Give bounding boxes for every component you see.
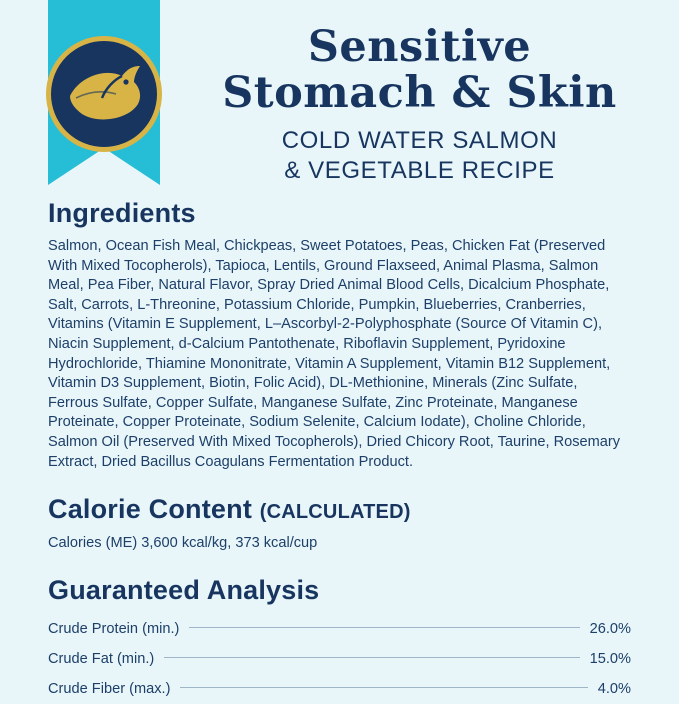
title-block [180,24,659,186]
guaranteed-analysis-heading: Guaranteed Analysis [48,575,320,606]
product-subtitle-line2: & VEGETABLE RECIPE [284,157,555,184]
ga-label: Crude Protein (min.) [48,621,180,638]
calorie-content-heading-text: Calorie Content [48,494,253,525]
ingredients-text: Salmon, Ocean Fish Meal, Chickpeas, Sweet Potatoes, Peas, Chicken Fat (Preserved With Mixed Tocopherols), Tapioca, Lentils, Ground Flaxseed, Animal Plasma, Salmon Meal, Pea Fiber, Natural Flavor, Spray Dried Animal Blood Cells, Dicalcium Phosphate, Salt, Carrots, L-Threonine, Potassium Chloride, Pumpkin, Blueberries, Cranberries, Vitamins (Vitamin E Supplement, L–Ascorbyl-2-Polyphosphate (Source Of Vitamin C), Niacin Supplement, d-Calcium Pantothenate, Riboflavin Supplement, Pyridoxine Hydrochloride, Thiamine Mononitrate, Vitamin A Supplement, Vitamin B12 Supplement, Vitamin D3 Supplement, Biotin, Folic Acid), DL-Methionine, Minerals (Zinc Sulfate, Ferrous Sulfate, Copper Sulfate, Manganese Sulfate, Zinc Proteinate, Manganese Proteinate, Copper Proteinate, Sodium Selenite, Calcium Iodate), Choline Chloride, Salmon Oil (Preserved With Mixed Tocopherols), Dried Chicory Root, Taurine, Rosemary Extract, Dried Bacillus Coagulans Fermentation Product. [48,238,621,470]
calorie-content-heading [48,494,631,525]
leader-line [180,686,587,688]
product-subtitle-line1: COLD WATER SALMON [281,127,558,154]
label-header [0,0,679,198]
guaranteed-analysis-list [48,614,631,704]
table-row [48,644,631,674]
leader-line [189,626,579,628]
ga-value: 4.0% [597,681,631,698]
ingredients-heading: Ingredients [48,198,196,228]
product-title-line1: Sensitive [307,22,532,72]
ga-value: 15.0% [589,651,631,668]
calorie-content-heading-note: (CALCULATED) [259,501,411,524]
label-content [0,198,679,704]
salmon-fish-icon [62,62,146,126]
ga-label: Crude Fat (min.) [48,651,155,668]
table-row [48,614,631,644]
ga-value: 26.0% [589,621,631,638]
ga-label: Crude Fiber (max.) [48,681,171,698]
product-title-line2: Stomach & Skin [222,68,617,118]
leader-line [164,656,579,658]
calorie-content-text: Calories (ME) 3,600 kcal/kg, 373 kcal/cup [48,535,318,552]
brand-medallion [46,36,162,152]
